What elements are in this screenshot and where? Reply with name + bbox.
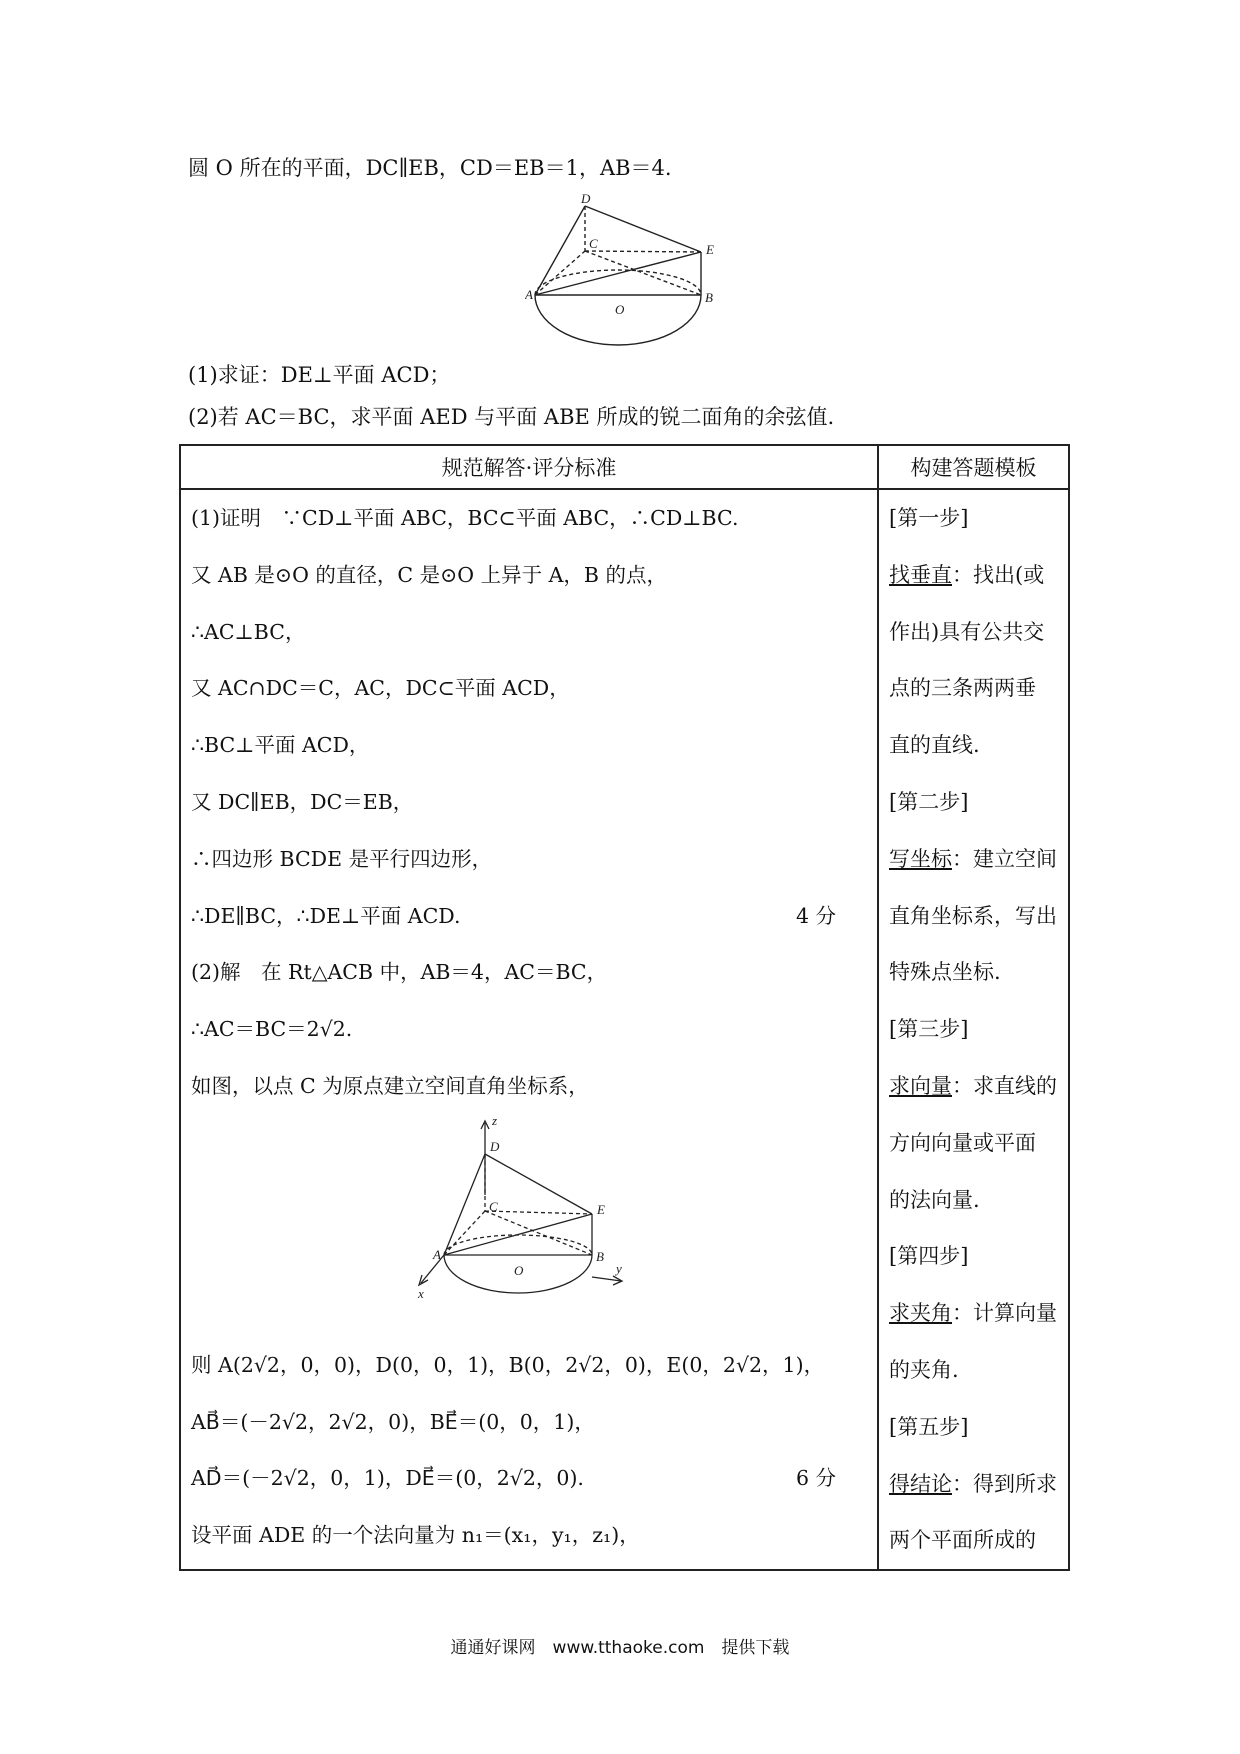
template-line bbox=[879, 1058, 1068, 1115]
template-line: 点的三条两两垂 bbox=[889, 676, 1036, 701]
template-text: ：得到所求 bbox=[952, 1471, 1057, 1496]
template-line bbox=[879, 1285, 1068, 1342]
solution-line-text: ∴DE∥BC，∴DE⊥平面 ACD. bbox=[191, 903, 461, 928]
solution-line: 又 AB 是⊙O 的直径，C 是⊙O 上异于 A，B 的点， bbox=[191, 562, 668, 587]
fig2-label-d: D bbox=[490, 1138, 500, 1154]
template-text: ：求直线的 bbox=[952, 1073, 1057, 1098]
solution-line: 又 DC∥EB，DC＝EB， bbox=[191, 789, 414, 814]
figure-2-row bbox=[181, 1115, 877, 1337]
template-line: 方向向量或平面 bbox=[889, 1130, 1036, 1155]
template-text: ：计算向量 bbox=[952, 1301, 1057, 1326]
figure-2-coordinates bbox=[406, 1115, 666, 1330]
template-line: 的法向量. bbox=[889, 1187, 980, 1212]
fig1-label-b: B bbox=[705, 290, 713, 305]
template-text: ：找出(或 bbox=[952, 562, 1045, 587]
template-cell bbox=[878, 489, 1069, 1570]
solution-line: 设平面 ADE 的一个法向量为 n₁＝(x₁，y₁，z₁)， bbox=[191, 1523, 640, 1548]
fig2-label-z: z bbox=[492, 1114, 498, 1128]
fig1-label-d: D bbox=[581, 191, 591, 206]
problem-line-1: 圆 O 所在的平面，DC∥EB，CD＝EB＝1，AB＝4. bbox=[188, 156, 672, 180]
solution-line: 如图，以点 C 为原点建立空间直角坐标系， bbox=[191, 1073, 589, 1098]
header-left: 规范解答·评分标准 bbox=[180, 445, 878, 489]
solution-line: ∴四边形 BCDE 是平行四边形， bbox=[191, 846, 493, 871]
score-6: 6 分 bbox=[796, 1466, 837, 1491]
template-line: 特殊点坐标. bbox=[889, 960, 1001, 985]
template-step-5: [第五步] bbox=[889, 1414, 969, 1439]
template-line: 直的直线. bbox=[889, 733, 980, 758]
fig2-label-o: O bbox=[514, 1262, 524, 1278]
fig2-label-c: C bbox=[489, 1198, 498, 1214]
score-4: 4 分 bbox=[796, 903, 837, 928]
template-line bbox=[879, 547, 1068, 604]
solution-line: AB⃗＝(－2√2，2√2，0)，BE⃗＝(0，0，1)， bbox=[191, 1409, 595, 1434]
fig2-label-b: B bbox=[596, 1248, 604, 1264]
template-step-1: [第一步] bbox=[889, 506, 969, 530]
template-step-3-title: 求向量 bbox=[889, 1073, 952, 1098]
fig2-label-e: E bbox=[597, 1201, 605, 1217]
template-step-4-title: 求夹角 bbox=[889, 1301, 952, 1326]
page-footer: 通通好课网 www.tthaoke.com 提供下载 bbox=[450, 1638, 790, 1658]
solution-line: ∴AC⊥BC， bbox=[191, 619, 306, 644]
template-step-2: [第二步] bbox=[889, 789, 969, 814]
fig2-label-x: x bbox=[418, 1285, 424, 1301]
fig1-label-c: C bbox=[589, 236, 598, 251]
template-line: 作出)具有公共交 bbox=[889, 619, 1045, 644]
figure-1-solid bbox=[525, 190, 725, 350]
solution-line: (2)解 在 Rt△ACB 中，AB＝4，AC＝BC， bbox=[191, 960, 608, 985]
solution-table bbox=[179, 444, 1070, 1571]
solution-line: 则 A(2√2，0，0)，D(0，0，1)，B(0，2√2，0)，E(0，2√2，1)， bbox=[191, 1352, 825, 1377]
fig1-label-e: E bbox=[706, 242, 714, 257]
template-step-1-title: 找垂直 bbox=[889, 562, 952, 587]
template-step-2-title: 写坐标 bbox=[889, 846, 952, 871]
solution-cell bbox=[180, 489, 878, 1570]
solution-line bbox=[181, 1450, 877, 1507]
header-right: 构建答题模板 bbox=[878, 445, 1069, 489]
solution-line: (1)证明 ∵CD⊥平面 ABC，BC⊂平面 ABC，∴CD⊥BC. bbox=[191, 506, 739, 530]
template-line: 直角坐标系，写出 bbox=[889, 903, 1057, 928]
template-line bbox=[879, 1456, 1068, 1513]
solution-line: ∴BC⊥平面 ACD， bbox=[191, 733, 370, 758]
template-step-4: [第四步] bbox=[889, 1244, 969, 1269]
template-line: 的夹角. bbox=[889, 1357, 959, 1382]
fig1-label-o: O bbox=[615, 302, 625, 317]
fig1-label-a: A bbox=[525, 287, 533, 302]
template-step-3: [第三步] bbox=[889, 1017, 969, 1042]
template-step-5-title: 得结论 bbox=[889, 1471, 952, 1496]
template-text: ：建立空间 bbox=[952, 846, 1057, 871]
question-2: (2)若 AC＝BC，求平面 AED 与平面 ABE 所成的锐二面角的余弦值. bbox=[188, 405, 835, 429]
solution-line: 又 AC∩DC＝C，AC，DC⊂平面 ACD， bbox=[191, 676, 570, 701]
fig2-label-y: y bbox=[616, 1260, 622, 1276]
fig2-label-a: A bbox=[433, 1246, 441, 1262]
template-line: 两个平面所成的 bbox=[889, 1528, 1036, 1553]
solution-line: ∴AC＝BC＝2√2. bbox=[191, 1017, 353, 1042]
solution-line-text: AD⃗＝(－2√2，0，1)，DE⃗＝(0，2√2，0). bbox=[191, 1466, 584, 1491]
template-line bbox=[879, 831, 1068, 888]
solution-line bbox=[181, 888, 877, 945]
question-1: (1)求证：DE⊥平面 ACD； bbox=[188, 363, 451, 387]
